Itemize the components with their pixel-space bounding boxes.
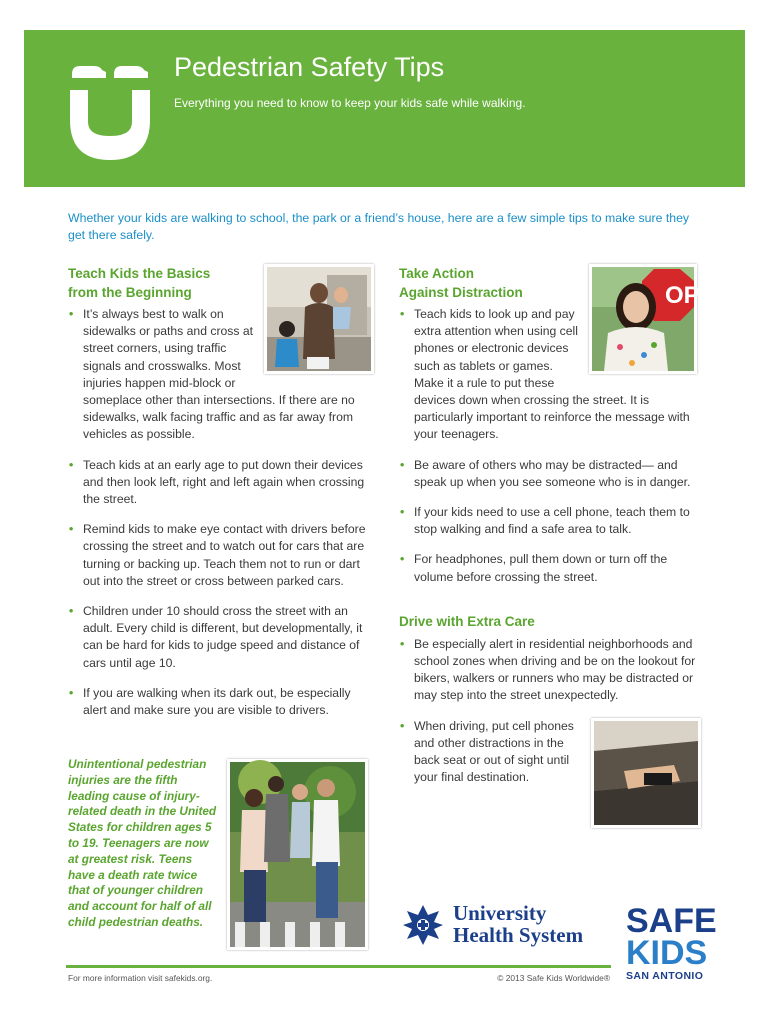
intro-paragraph: Whether your kids are walking to school, the park or a friend’s house, here are a few simple tips to make sure they get there safely. (68, 211, 690, 242)
list-item: • If your kids need to use a cell phone, teach them to stop walking and find a safe area to talk. (399, 504, 699, 538)
photo-hand-with-phone-in-car (591, 718, 701, 828)
left-heading: Teach Kids the Basics from the Beginning (68, 266, 211, 300)
footer-divider (66, 965, 611, 968)
uhs-line-2: Health System (453, 922, 584, 947)
list-item: • For headphones, pull them down or turn off the volume before crossing the street. (399, 551, 699, 585)
right-bullet-list-2 (399, 636, 699, 787)
footer-copyright: © 2013 Safe Kids Worldwide® (497, 973, 610, 983)
safe-kids-line-2: KIDS (626, 934, 708, 972)
page-title: Pedestrian Safety Tips (174, 52, 445, 82)
list-item: • Teach kids at an early age to put down their devices and then look left, right and left again when crossing the street. (68, 457, 374, 509)
right-column (399, 264, 699, 832)
safe-kids-line-3: SAN ANTONIO (626, 970, 704, 982)
safe-kids-line-1: SAFE (626, 902, 717, 940)
list-item: • Remind kids to make eye contact with drivers before crossing the street and to watch out for cars that are turning or backing up. Teach them not to run or dart out into the street or cross between parked cars. (68, 521, 374, 590)
safe-kids-logo (626, 902, 717, 982)
list-item: • Be aware of others who may be distracted— and speak up when you see someone who is in danger. (399, 457, 699, 491)
university-health-system-logo (403, 903, 613, 951)
list-item: • Children under 10 should cross the street with an adult. Every child is different, but developmentally, it can be hard for kids to judge speed and distance of cars until age 10. (68, 603, 374, 672)
left-column (68, 264, 374, 730)
list-item: • Be especially alert in residential neighborhoods and school zones when driving and be on the lookout for bikers, walkers or runners who may be distracted or may step into the street unexpectedly. (399, 636, 699, 705)
uhs-line-1: University (453, 901, 547, 925)
page-subtitle: Everything you need to know to keep your kids safe while walking. (174, 96, 526, 110)
left-bullet-list (68, 306, 374, 719)
statistic-callout: Unintentional pedestrian injuries are the fifth leading cause of injury-related death in the United States for children ages 5 to 19. Teenagers are now at greatest risk. Teens have a death rate twice that of younger children and account for half of all child pedestrian deaths. (68, 757, 217, 929)
photo-teens-crossing-street (227, 759, 368, 950)
list-item: • Teach kids to look up and pay extra attention when using cell phones or electronic devices such as tablets or games. Make it a rule to put these devices down when crossing the street. It is particularly important to reinforce the message with your teenagers. (399, 306, 699, 444)
star-cross-icon (403, 905, 443, 945)
right-heading-distraction: Take Action Against Distraction (399, 266, 523, 300)
right-bullet-list-1 (399, 306, 699, 586)
shoes-walking-logo-icon (66, 60, 156, 170)
stop-sign-text: OP (665, 282, 700, 309)
list-item: • If you are walking when its dark out, be especially alert and make sure you are visible to drivers. (68, 685, 374, 719)
right-heading-drive: Drive with Extra Care (399, 613, 535, 629)
footer-info: For more information visit safekids.org. (68, 973, 213, 983)
list-item: • It’s always best to walk on sidewalks or paths and cross at street corners, using traffic signals and crosswalks. Most injuries happen mid-block or someplace other than intersections. If there are no sidewalks, walk facing traffic and as far away from vehicles as possible. (68, 306, 374, 444)
list-item: • When driving, put cell phones and other distractions in the back seat or out of sight until your final destination. (399, 718, 699, 787)
